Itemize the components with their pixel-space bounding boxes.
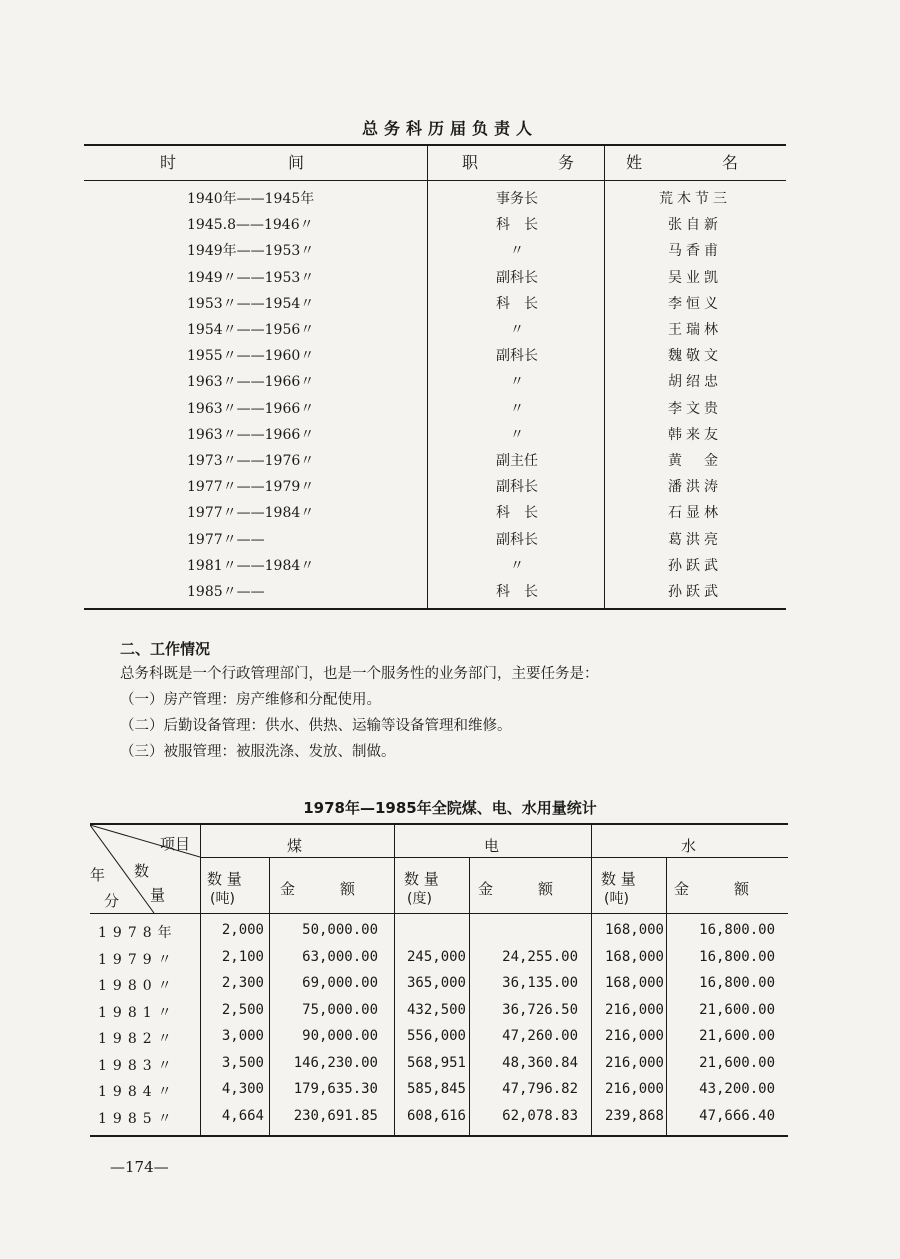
table1-cell-position: 科 长	[496, 217, 538, 234]
table1-top-rule	[84, 144, 786, 146]
table2-cell-elec-qty: 245,000	[406, 948, 466, 965]
table2-cell-elec-amt: 36,135.00	[502, 975, 578, 991]
table1-cell-name: 王瑞林	[668, 322, 722, 338]
table2-coal-unit: (吨)	[210, 891, 235, 907]
table2-water-qty: 数 量	[601, 870, 636, 888]
table2-cell-year: 1979〃	[98, 951, 178, 968]
table2-cell-elec-qty: 608,616	[406, 1107, 466, 1124]
table2-subcol-divider	[269, 858, 270, 1135]
table1-cell-name: 黄 金	[668, 453, 722, 469]
table1-cell-time: 1985〃——	[187, 584, 265, 600]
table1-cell-time: 1949年——1953〃	[187, 243, 315, 260]
table2-group-elec: 电	[484, 837, 500, 855]
table1-col-divider	[604, 146, 605, 608]
table2-cell-year: 1984〃	[98, 1084, 178, 1100]
table1-bottom-rule	[84, 608, 786, 610]
table2-cell-water-amt: 16,800.00	[699, 948, 775, 965]
table1-header-time: 时 间	[160, 153, 305, 172]
table1-cell-name: 李恒义	[668, 295, 722, 312]
table1-cell-time: 1963〃——1966〃	[187, 374, 315, 391]
table2-bottom-rule	[90, 1135, 788, 1137]
table2-cell-year: 1985〃	[98, 1110, 178, 1127]
table1-cell-name: 张自新	[668, 217, 722, 234]
table1-cell-time: 1977〃——1979〃	[187, 479, 315, 496]
table2-coal-amt: 金 额	[280, 880, 356, 898]
table2-cell-water-amt: 16,800.00	[699, 975, 775, 991]
table1-cell-position: 科 长	[496, 584, 538, 600]
table2-cell-coal-qty: 4,300	[221, 1081, 264, 1097]
table2-col-divider	[394, 825, 395, 1135]
table1-cell-name: 荒木节三	[659, 191, 731, 207]
table2-cell-water-qty: 168,000	[604, 975, 664, 991]
table1-header-name: 姓 名	[626, 153, 739, 172]
table1-cell-position: 〃	[510, 243, 524, 260]
table2-corner-amount2: 量	[150, 886, 166, 904]
table1-cell-time: 1963〃——1966〃	[187, 426, 315, 443]
table2-group-rule	[200, 857, 788, 858]
table2-group-water: 水	[681, 837, 697, 855]
table2-corner-fen: 分	[104, 892, 120, 910]
table2-cell-water-qty: 168,000	[604, 922, 664, 938]
table2-cell-year: 1980〃	[98, 978, 178, 994]
table1-cell-name: 马香甫	[668, 243, 722, 260]
table2-cell-coal-amt: 230,691.85	[293, 1107, 378, 1124]
table1-cell-time: 1963〃——1966〃	[187, 400, 315, 417]
table1-cell-time: 1973〃——1976〃	[187, 453, 315, 469]
table1-cell-time: 1954〃——1956〃	[187, 322, 315, 338]
table2-cell-elec-amt: 36,726.50	[502, 1001, 578, 1018]
table1-cell-name: 胡绍忠	[668, 374, 722, 391]
table2-corner-item: 项目	[160, 835, 191, 853]
table2-cell-water-amt: 47,666.40	[699, 1107, 775, 1124]
table1-cell-time: 1955〃——1960〃	[187, 348, 315, 365]
table2-cell-coal-amt: 63,000.00	[302, 948, 378, 965]
table2-cell-coal-amt: 50,000.00	[302, 922, 378, 938]
table2-cell-elec-amt: 62,078.83	[502, 1107, 578, 1124]
table1-cell-position: 科 长	[496, 295, 538, 312]
table1-cell-name: 葛洪亮	[668, 531, 722, 548]
table1-cell-time: 1977〃——1984〃	[187, 505, 315, 522]
table2-cell-coal-amt: 90,000.00	[302, 1028, 378, 1044]
table2-cell-coal-qty: 3,000	[221, 1028, 264, 1044]
table2-cell-year: 1983〃	[98, 1057, 178, 1074]
table2-cell-water-amt: 16,800.00	[699, 922, 775, 938]
table2-cell-water-qty: 216,000	[604, 1081, 664, 1097]
table2-cell-water-amt: 21,600.00	[699, 1054, 775, 1071]
table1-cell-position: 〃	[510, 322, 524, 338]
table1-cell-position: 副科长	[496, 269, 538, 286]
table1-cell-position: 事务长	[496, 191, 538, 207]
table2-cell-coal-qty: 2,100	[221, 948, 264, 965]
table2-corner-year: 年	[90, 866, 106, 884]
table1-cell-position: 〃	[510, 557, 524, 574]
table2-cell-water-qty: 216,000	[604, 1054, 664, 1071]
table2-group-coal: 煤	[287, 837, 303, 855]
table1-cell-name: 石显林	[668, 505, 722, 522]
table2-cell-coal-qty: 2,000	[221, 922, 264, 938]
section-intro: 总务科既是一个行政管理部门，也是一个服务性的业务部门，主要任务是：	[120, 666, 599, 682]
table1-cell-time: 1949〃——1953〃	[187, 269, 315, 286]
table2-col-divider	[591, 825, 592, 1135]
table1-cell-position: 副科长	[496, 348, 538, 365]
table2-cell-water-qty: 168,000	[604, 948, 664, 965]
table2-cell-water-qty: 216,000	[604, 1001, 664, 1018]
table2-cell-coal-amt: 75,000.00	[302, 1001, 378, 1018]
table2-cell-elec-amt: 48,360.84	[502, 1054, 578, 1071]
section-heading: 二、工作情况	[120, 640, 211, 658]
table2-cell-coal-qty: 2,300	[221, 975, 264, 991]
table2-header-rule	[90, 913, 788, 914]
table1-cell-name: 魏敬文	[668, 348, 722, 365]
table2-water-amt: 金 额	[674, 880, 750, 898]
table1-cell-time: 1977〃——	[187, 531, 265, 548]
page-number: —174—	[110, 1158, 169, 1176]
table2-col-divider	[200, 825, 201, 1135]
table1-cell-position: 副主任	[496, 453, 538, 469]
table2-elec-unit: (度)	[407, 891, 432, 907]
table2-cell-elec-amt: 47,796.82	[502, 1081, 578, 1097]
table2-elec-qty: 数 量	[404, 870, 439, 888]
table2-cell-coal-qty: 4,664	[221, 1107, 264, 1124]
table2-cell-coal-amt: 146,230.00	[293, 1054, 378, 1071]
table1-col-divider	[427, 146, 428, 608]
table2-title: 1978年—1985年全院煤、电、水用量统计	[303, 799, 597, 817]
table1-cell-position: 〃	[510, 426, 524, 443]
table2-subcol-divider	[469, 858, 470, 1135]
table2-subcol-divider	[666, 858, 667, 1135]
table1-cell-name: 潘洪涛	[668, 479, 722, 496]
table2-cell-year: 1982〃	[98, 1031, 178, 1047]
table1-cell-name: 孙跃武	[668, 584, 722, 600]
table1-title: 总务科历届负责人	[361, 119, 538, 138]
table1-header-rule	[84, 180, 786, 181]
table2-cell-water-amt: 21,600.00	[699, 1001, 775, 1018]
table2-cell-elec-qty: 556,000	[406, 1028, 466, 1044]
table1-cell-name: 吴业凯	[668, 269, 722, 286]
table1-cell-position: 〃	[510, 400, 524, 417]
table2-cell-elec-qty: 568,951	[406, 1054, 466, 1071]
table1-cell-position: 科 长	[496, 505, 538, 522]
table1-cell-name: 韩来友	[668, 426, 722, 443]
table2-cell-elec-qty: 432,500	[406, 1001, 466, 1018]
table2-cell-water-amt: 43,200.00	[699, 1081, 775, 1097]
table2-cell-water-qty: 239,868	[604, 1107, 664, 1124]
table2-coal-qty: 数 量	[207, 870, 242, 888]
table2-cell-coal-amt: 69,000.00	[302, 975, 378, 991]
table2-cell-year: 1981〃	[98, 1004, 178, 1021]
table2-cell-coal-amt: 179,635.30	[293, 1081, 378, 1097]
table2-elec-amt: 金 额	[478, 880, 554, 898]
section-item: （二）后勤设备管理：供水、供热、运输等设备管理和维修。	[120, 718, 512, 734]
table2-cell-elec-amt: 24,255.00	[502, 948, 578, 965]
table2-cell-water-qty: 216,000	[604, 1028, 664, 1044]
table1-cell-name: 孙跃武	[668, 557, 722, 574]
section-item: （一）房产管理：房产维修和分配使用。	[120, 692, 381, 708]
table2-corner-amount: 数	[134, 862, 150, 880]
table2-cell-year: 1978年	[98, 925, 178, 941]
table1-cell-time: 1981〃——1984〃	[187, 557, 315, 574]
table1-cell-position: 副科长	[496, 479, 538, 496]
table1-cell-time: 1940年——1945年	[187, 191, 315, 207]
table2-water-unit: (吨)	[604, 891, 629, 907]
section-item: （三）被服管理：被服洗涤、发放、制做。	[120, 744, 396, 760]
table2-cell-elec-amt: 47,260.00	[502, 1028, 578, 1044]
table2-cell-elec-qty: 365,000	[406, 975, 466, 991]
table1-cell-time: 1945.8——1946〃	[187, 217, 314, 234]
table1-cell-position: 〃	[510, 374, 524, 391]
table2-cell-elec-qty: 585,845	[406, 1081, 466, 1097]
table1-cell-name: 李文贵	[668, 400, 722, 417]
table1-cell-position: 副科长	[496, 531, 538, 548]
table1-header-position: 职 务	[462, 153, 575, 172]
table1-cell-time: 1953〃——1954〃	[187, 295, 315, 312]
table2-cell-water-amt: 21,600.00	[699, 1028, 775, 1044]
table2-cell-coal-qty: 2,500	[221, 1001, 264, 1018]
table2-cell-coal-qty: 3,500	[221, 1054, 264, 1071]
